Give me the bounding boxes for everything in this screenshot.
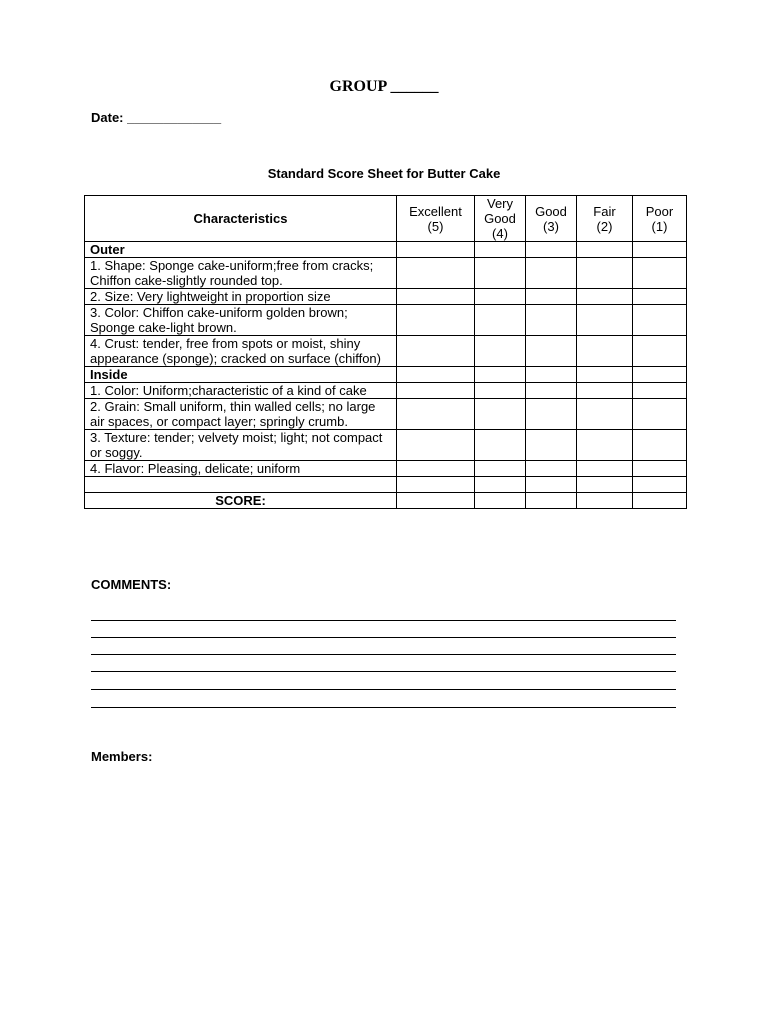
comment-line <box>91 637 676 638</box>
table-row <box>85 383 687 399</box>
score-cell <box>633 430 687 461</box>
rating-header-fair <box>577 196 633 242</box>
table-row <box>85 336 687 367</box>
score-cell <box>526 430 577 461</box>
score-cell <box>397 493 475 509</box>
score-cell <box>475 461 526 477</box>
rating-points: (5) <box>427 218 444 234</box>
score-cell <box>475 336 526 367</box>
table-row <box>85 430 687 461</box>
table-row <box>85 305 687 336</box>
score-cell <box>526 383 577 399</box>
sheet-title: Standard Score Sheet for Butter Cake <box>267 166 501 181</box>
score-cell <box>526 258 577 289</box>
rating-points: (3) <box>543 218 559 234</box>
score-cell <box>577 461 633 477</box>
characteristics-header: Characteristics <box>85 196 397 242</box>
characteristic-cell: 3. Texture: tender; velvety moist; light; not compact or soggy. <box>85 430 397 461</box>
score-cell <box>397 289 475 305</box>
rating-header-excellent <box>397 196 475 242</box>
score-cell <box>633 383 687 399</box>
score-cell <box>633 289 687 305</box>
comment-line <box>91 689 676 690</box>
comment-line <box>91 620 676 621</box>
score-cell <box>577 430 633 461</box>
score-cell <box>475 493 526 509</box>
characteristic-cell: 4. Crust: tender, free from spots or moist, shiny appearance (sponge); cracked on surface (chiffon) <box>85 336 397 367</box>
rating-label: Fair <box>593 203 616 219</box>
score-cell <box>633 242 687 258</box>
score-cell <box>475 305 526 336</box>
score-cell <box>577 336 633 367</box>
score-label: SCORE: <box>85 493 397 509</box>
score-table <box>84 195 687 509</box>
section-label-inside: Inside <box>85 367 397 383</box>
score-cell <box>397 383 475 399</box>
score-cell <box>633 477 687 493</box>
rating-header-good <box>526 196 577 242</box>
date-field: Date: _____________ <box>91 110 222 125</box>
score-cell <box>577 289 633 305</box>
score-cell <box>633 493 687 509</box>
score-cell <box>475 367 526 383</box>
score-cell <box>577 242 633 258</box>
score-cell <box>475 383 526 399</box>
score-cell <box>633 258 687 289</box>
score-cell <box>526 289 577 305</box>
section-label-outer: Outer <box>85 242 397 258</box>
blank-cell <box>85 477 397 493</box>
score-cell <box>633 367 687 383</box>
score-cell <box>633 399 687 430</box>
rating-header-poor <box>633 196 687 242</box>
score-cell <box>577 258 633 289</box>
characteristic-cell: 3. Color: Chiffon cake-uniform golden brown; Sponge cake-light brown. <box>85 305 397 336</box>
table-header-row <box>85 196 687 242</box>
score-cell <box>577 477 633 493</box>
comment-line <box>91 671 676 672</box>
comments-label: COMMENTS: <box>91 577 172 592</box>
score-cell <box>397 430 475 461</box>
rating-label: Excellent <box>409 203 462 219</box>
score-cell <box>475 399 526 430</box>
rating-label: Good <box>535 203 567 219</box>
score-cell <box>526 477 577 493</box>
rating-points: (2) <box>596 218 613 234</box>
score-cell <box>526 336 577 367</box>
rating-points: (4) <box>492 226 508 241</box>
score-cell <box>633 305 687 336</box>
members-label: Members: <box>91 749 153 764</box>
characteristic-cell: 1. Shape: Sponge cake-uniform;free from cracks; Chiffon cake-slightly rounded top. <box>85 258 397 289</box>
table-row <box>85 258 687 289</box>
score-cell <box>397 477 475 493</box>
comment-line <box>91 707 676 708</box>
score-cell <box>397 461 475 477</box>
section-row-inside <box>85 367 687 383</box>
score-cell <box>526 367 577 383</box>
score-cell <box>526 461 577 477</box>
characteristic-cell: 2. Grain: Small uniform, thin walled cells; no large air spaces, or compact layer; springly crumb. <box>85 399 397 430</box>
score-cell <box>475 289 526 305</box>
score-cell <box>577 305 633 336</box>
characteristic-cell: 1. Color: Uniform;characteristic of a kind of cake <box>85 383 397 399</box>
characteristic-cell: 2. Size: Very lightweight in proportion size <box>85 289 397 305</box>
score-cell <box>475 430 526 461</box>
table-row <box>85 461 687 477</box>
comment-line <box>91 654 676 655</box>
score-cell <box>577 367 633 383</box>
group-heading: GROUP ______ <box>329 78 439 95</box>
blank-row <box>85 477 687 493</box>
score-cell <box>577 383 633 399</box>
score-cell <box>526 493 577 509</box>
characteristic-cell: 4. Flavor: Pleasing, delicate; uniform <box>85 461 397 477</box>
table-row <box>85 289 687 305</box>
score-cell <box>526 242 577 258</box>
score-cell <box>475 477 526 493</box>
rating-label: Poor <box>645 203 674 219</box>
score-cell <box>397 258 475 289</box>
section-row-outer <box>85 242 687 258</box>
rating-label: Very Good <box>484 196 516 226</box>
rating-points: (1) <box>651 218 668 234</box>
score-cell <box>475 258 526 289</box>
score-row <box>85 493 687 509</box>
score-cell <box>397 367 475 383</box>
score-cell <box>397 305 475 336</box>
table-row <box>85 399 687 430</box>
score-cell <box>633 461 687 477</box>
score-cell <box>397 336 475 367</box>
score-cell <box>577 493 633 509</box>
score-cell <box>475 242 526 258</box>
score-cell <box>397 399 475 430</box>
score-cell <box>633 336 687 367</box>
score-cell <box>526 399 577 430</box>
rating-header-very-good <box>475 196 526 242</box>
score-cell <box>526 305 577 336</box>
score-cell <box>397 242 475 258</box>
score-cell <box>577 399 633 430</box>
